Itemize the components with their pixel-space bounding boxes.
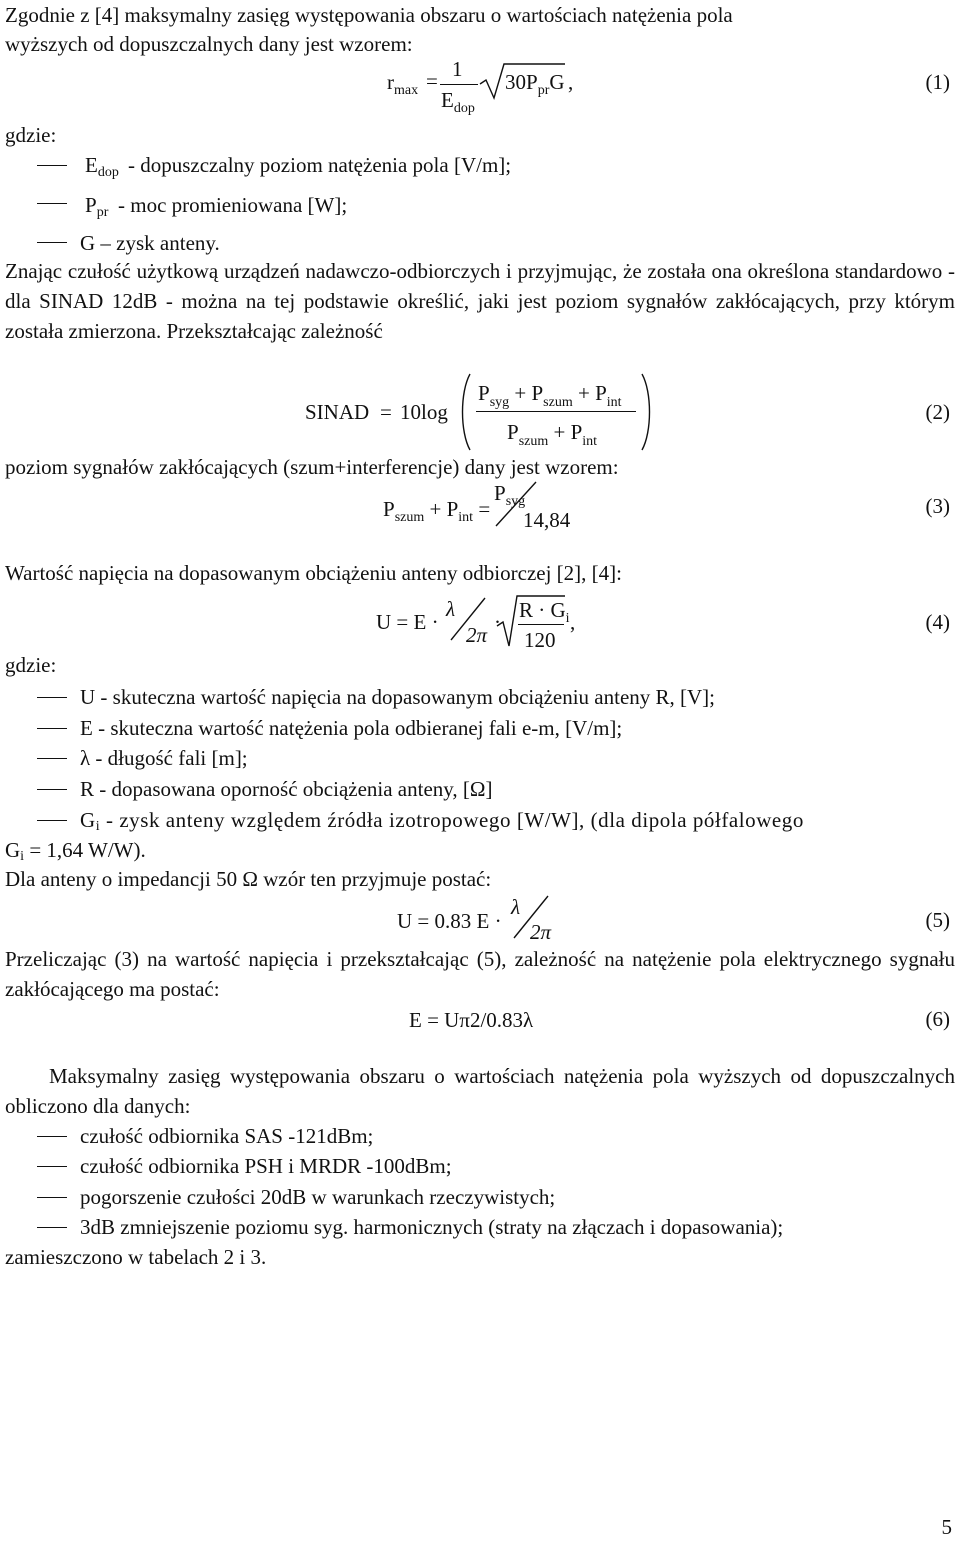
eq1-equals: = xyxy=(426,69,438,93)
eq4-number: (4) xyxy=(925,610,950,634)
eq1-comma: , xyxy=(568,70,574,94)
data-item-psh: czułość odbiornika PSH i MRDR -100dBm; xyxy=(80,1154,452,1178)
dash-bullet xyxy=(37,1197,67,1198)
dash-bullet xyxy=(37,203,67,204)
closing-line: zamieszczono w tabelach 2 i 3. xyxy=(5,1245,267,1269)
eq4-root-denominator: 120 xyxy=(524,628,556,652)
def-e: E - skuteczna wartość natężenia pola odbieranej fali e-m, [V/m]; xyxy=(80,716,623,740)
dash-bullet xyxy=(37,165,67,166)
eq5-lhs: U = 0.83 E · xyxy=(397,909,502,933)
data-item-harmonics: 3dB zmniejszenie poziomu syg. harmonicznych (straty na złączach i dopasowania); xyxy=(80,1215,784,1239)
def-r: R - dopasowana oporność obciążenia anteny, [Ω] xyxy=(80,777,493,801)
dash-bullet xyxy=(37,758,67,759)
eq6-number: (6) xyxy=(925,1007,950,1031)
eq2-right-paren xyxy=(640,372,654,452)
dash-bullet xyxy=(37,1136,67,1137)
intro-line-1: Zgodnie z [4] maksymalny zasięg występowania obszaru o wartościach natężenia pola xyxy=(5,3,733,27)
def-g-text: G – zysk anteny. xyxy=(80,231,220,255)
eq3-numerator: $P_{syg}$ xyxy=(494,481,526,509)
eq4-dot: · xyxy=(494,610,501,634)
eq1-numerator: 1 xyxy=(452,57,463,81)
data-item-sas: czułość odbiornika SAS -121dBm; xyxy=(80,1124,374,1148)
dash-bullet xyxy=(37,242,67,243)
eq5-two-pi: 2π xyxy=(530,920,552,944)
eq2-left-paren xyxy=(458,372,472,452)
def-gi-line-1: Gi - zysk anteny względem źródła izotropowego [W/W], (dla dipola półfalowego xyxy=(80,808,804,834)
paragraph-transform: Przeliczając (3) na wartość napięcia i przekształcając (5), zależność na natężenie pola elektrycznego sygnału zakłócającego ma postać: xyxy=(5,947,955,1001)
eq1-radicand: $30P_{pr}G$ xyxy=(505,70,565,98)
eq1-lhs: $r_{max}$ xyxy=(387,70,419,98)
eq6-formula: E = Uπ2/0.83λ xyxy=(409,1008,534,1032)
eq1-denominator: $E_{dop}$ xyxy=(441,88,475,116)
dash-bullet xyxy=(37,728,67,729)
eq1-number: (1) xyxy=(925,70,950,94)
data-item-degradation: pogorszenie czułości 20dB w warunkach rzeczywistych; xyxy=(80,1185,556,1209)
def-gi-line-2: Gi = 1,64 W/W). xyxy=(5,838,146,864)
paragraph-impedance: Dla anteny o impedancji 50 Ω wzór ten przyjmuje postać: xyxy=(5,867,492,891)
paragraph-interference: poziom sygnałów zakłócających (szum+interferencje) dany jest wzorem: xyxy=(5,455,619,479)
def-e-dop-text: - dopuszczalny poziom natężenia pola [V/m]; xyxy=(128,153,512,177)
intro-line-2: wyższych od dopuszczalnych dany jest wzorem: xyxy=(5,32,413,56)
eq2-equals: = xyxy=(380,400,392,424)
eq2-number: (2) xyxy=(925,400,950,424)
eq4-root-numerator: $R \cdot G_i$ xyxy=(519,598,570,626)
eq2-numerator: $P_{syg} + P_{szum} + P_{int}$ xyxy=(478,381,622,410)
dash-bullet xyxy=(37,820,67,821)
eq5-number: (5) xyxy=(925,908,950,932)
eq4-lhs: U = E · xyxy=(376,610,439,634)
paragraph-max-range: Maksymalny zasięg występowania obszaru o wartościach natężenia pola wyższych od dopuszczalnych obliczono dla danych: xyxy=(5,1064,955,1118)
paragraph-voltage: Wartość napięcia na dopasowanym obciążeniu anteny odbiorczej [2], [4]: xyxy=(5,561,622,585)
def-p-pr-text: - moc promieniowana [W]; xyxy=(118,193,348,217)
eq2-fraction-bar xyxy=(476,411,636,412)
dash-bullet xyxy=(37,789,67,790)
eq4-two-pi: 2π xyxy=(466,623,488,647)
eq2-lhs: SINAD xyxy=(305,400,370,424)
eq3-denominator: 14,84 xyxy=(523,508,571,532)
dash-bullet xyxy=(37,1227,67,1228)
def-e-dop-symbol: Edop xyxy=(85,153,119,180)
def-p-pr-symbol: Ppr xyxy=(85,193,109,220)
eq4-lambda: λ xyxy=(446,597,456,621)
def-u: U - skuteczna wartość napięcia na dopasowanym obciążeniu anteny R, [V]; xyxy=(80,685,716,709)
eq3-lhs: $P_{szum} + P_{int}$ = xyxy=(383,497,491,525)
eq3-number: (3) xyxy=(925,494,950,518)
eq2-log: 10log xyxy=(400,400,448,424)
def-lambda: λ - długość fali [m]; xyxy=(80,746,248,770)
eq5-lambda: λ xyxy=(511,895,521,919)
page-number: 5 xyxy=(941,1515,952,1539)
dash-bullet xyxy=(37,697,67,698)
where-label-2: gdzie: xyxy=(5,653,57,677)
paragraph-sinad: Znając czułość użytkową urządzeń nadawczo-odbiorczych i przyjmując, że została ona określona standardowo - dla SINAD 12dB - można na tej podstawie określić, jaki jest poziom sygnałów zakłócających, przy którym została zmierzona. Przekształcając zależność xyxy=(5,259,955,343)
eq2-denominator: $P_{szum} + P_{int}$ xyxy=(507,420,598,449)
eq4-comma: , xyxy=(570,610,576,634)
where-label-1: gdzie: xyxy=(5,123,57,147)
dash-bullet xyxy=(37,1166,67,1167)
